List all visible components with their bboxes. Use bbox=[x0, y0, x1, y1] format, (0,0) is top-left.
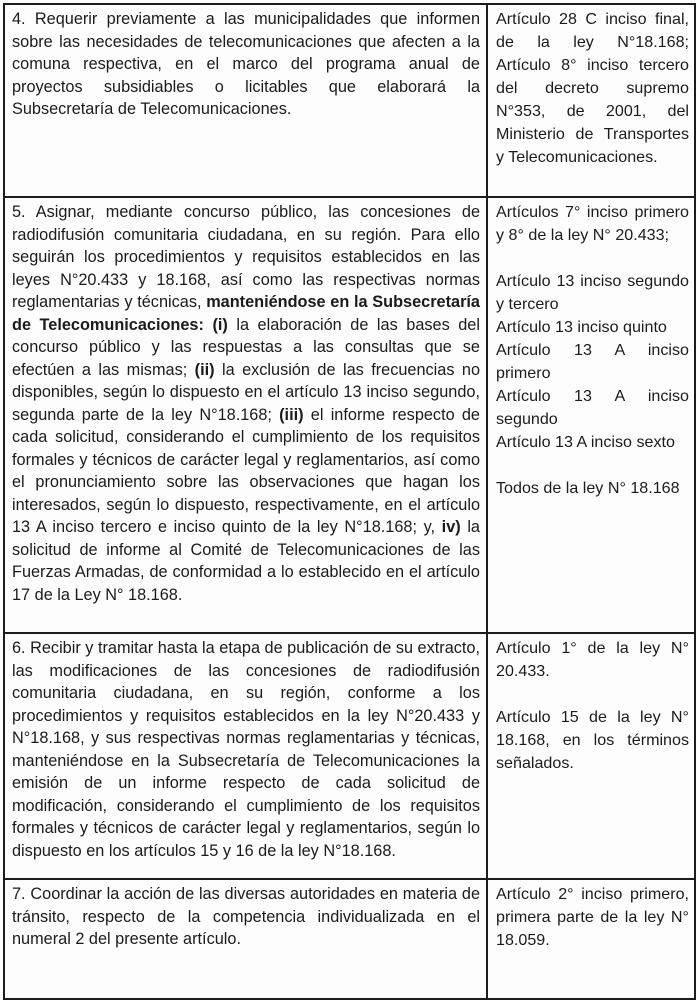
legal-basis-cell bbox=[487, 879, 695, 999]
function-cell bbox=[4, 4, 487, 197]
legal-reference: Artículo 13 A inciso primero bbox=[496, 341, 689, 382]
legal-reference: Todos de la ley N° 18.168 bbox=[496, 479, 680, 497]
legal-reference: Artículo 13 inciso quinto bbox=[496, 318, 667, 336]
function-text-segment: 6. Recibir y tramitar hasta la etapa de publicación de su extracto, las modificaciones de las concesiones de radiodifusión comunitaria ciudadana, en su región, conforme a los procedimientos y requisitos establecidos en la ley N°20.433 y N°18.168, y sus respectivas normas reglamentarias y técnicas, manteniéndose en la Subsecretaría de Telecomunicaciones la emisión de un informe respecto de cada solicitud de modificación, considerando el cumplimiento de los requisitos formales y técnicos de carácter legal y reglamentarios, según lo dispuesto en los artículos 15 y 16 de la ley N°18.168. bbox=[12, 639, 480, 860]
legal-reference: Artículo 2° inciso primero, primera parte de la ley N° 18.059. bbox=[496, 885, 689, 949]
table-row bbox=[4, 4, 695, 197]
table-row bbox=[4, 879, 695, 999]
function-text-bold-segment: manteniéndose en la Subsecretaría de Telecomunicaciones: (i) bbox=[12, 293, 480, 334]
legal-basis-cell bbox=[487, 4, 695, 197]
legal-reference: Artículo 1° de la ley N° 20.433. bbox=[496, 639, 689, 680]
function-text-segment: 5. Asignar, mediante concurso público, las concesiones de radiodifusión comunitaria ciudadana, en su región. Para ello seguirán los procedimientos y requisitos establecidos en las leyes N°20.433 y 18.168, así como las respectivas normas reglamentarias y técnicas, bbox=[12, 203, 480, 311]
function-text-segment: la exclusión de las frecuencias no disponibles, según lo dispuesto en el artículo 13 inciso segundo, segunda parte de la ley N°18.168; bbox=[12, 360, 480, 424]
legal-reference: Artículo 28 C inciso final, de la ley N°18.168; Artículo 8° inciso tercero del decreto supremo N°353, de 2001, del Ministerio de Transportes y Telecomunicaciones. bbox=[496, 10, 689, 166]
table-row bbox=[4, 633, 695, 879]
function-text-segment: 7. Coordinar la acción de las diversas autoridades en materia de tránsito, respecto de la competencia individualizada en el numeral 2 del presente artículo. bbox=[12, 885, 480, 948]
function-text bbox=[12, 201, 480, 606]
function-text-bold-segment: (iii) bbox=[279, 405, 304, 424]
legal-reference: Artículos 7° inciso primero y 8° de la ley N° 20.433; bbox=[496, 203, 689, 244]
function-text-segment: el informe respecto de cada solicitud, considerando el cumplimiento de los requisitos formales y técnicos de carácter legal y reglamentarios, así como el pronunciamiento sobre las observaciones que hagan los interesados, según lo dispuesto, respectivamente, en el artículo 13 A inciso tercero e inciso quinto de la ley N°18.168; y, bbox=[12, 405, 480, 536]
legal-basis-cell bbox=[487, 633, 695, 879]
function-cell bbox=[4, 879, 487, 999]
function-text bbox=[12, 637, 480, 862]
function-text-bold-segment: (ii) bbox=[194, 360, 215, 379]
function-text bbox=[12, 8, 480, 121]
table-row bbox=[4, 197, 695, 633]
legal-reference: Artículo 15 de la ley N° 18.168, en los términos señalados. bbox=[496, 708, 689, 772]
function-text-segment: 4. Requerir previamente a las municipalidades que informen sobre las necesidades de telecomunicaciones que afecten a la comuna respectiva, en el marco del programa anual de proyectos subsidiables o licitables que elaborará la Subsecretaría de Telecomunicaciones. bbox=[12, 10, 480, 118]
function-cell bbox=[4, 197, 487, 633]
table-body bbox=[4, 4, 695, 999]
legal-reference: Artículo 13 inciso segundo y tercero bbox=[496, 272, 689, 313]
function-cell bbox=[4, 633, 487, 879]
function-text-segment: la solicitud de informe al Comité de Telecomunicaciones de las Fuerzas Armadas, de conformidad a lo establecido en el artículo 17 de la Ley N° 18.168. bbox=[12, 518, 480, 604]
function-text-bold-segment: iv) bbox=[441, 518, 461, 536]
legal-reference: Artículo 13 A inciso segundo bbox=[496, 387, 689, 428]
function-text-segment: la elaboración de las bases del concurso público y las respuestas a las consultas que se efectúen a las mismas; bbox=[12, 315, 480, 379]
function-text bbox=[12, 883, 480, 951]
legal-basis-cell bbox=[487, 197, 695, 633]
legal-table bbox=[3, 3, 696, 1000]
legal-reference: Artículo 13 A inciso sexto bbox=[496, 433, 675, 451]
